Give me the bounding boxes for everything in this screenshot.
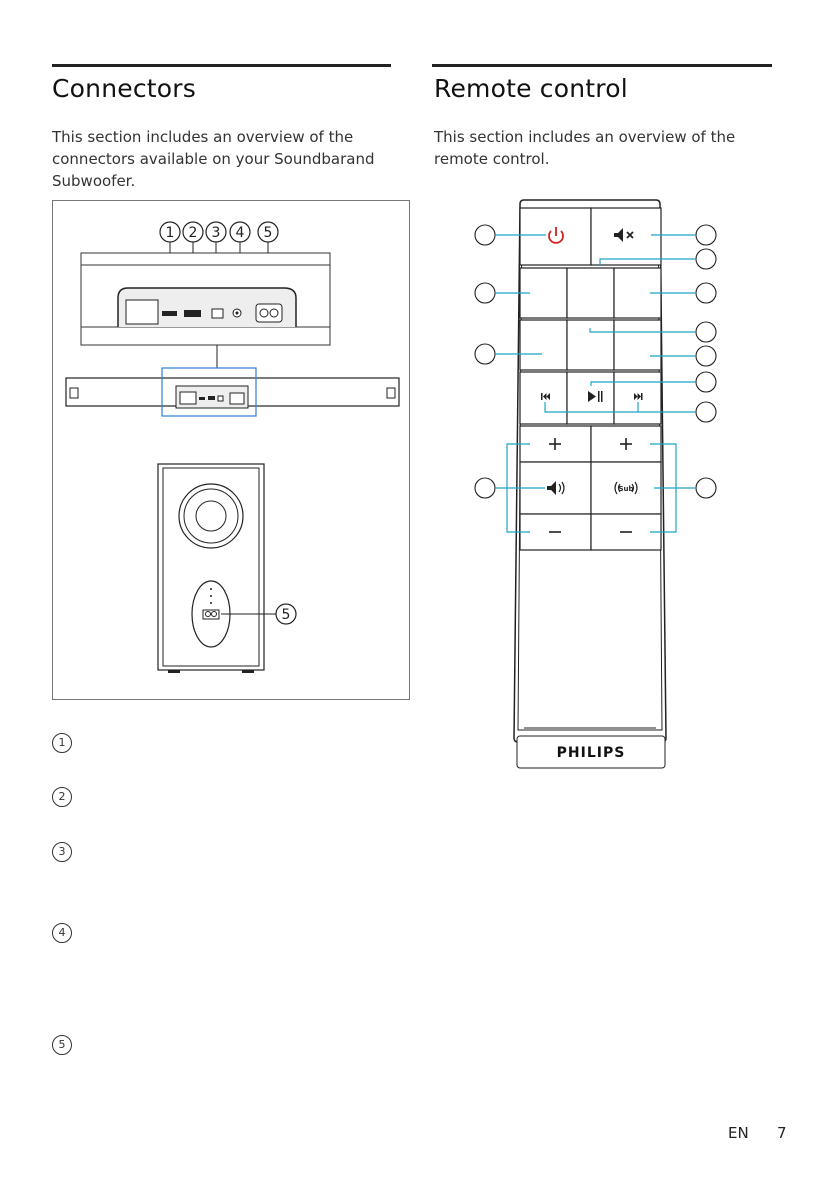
right-header-rule — [432, 64, 772, 67]
footer-language: EN — [728, 1124, 749, 1142]
connectors-intro-line-1: This section includes an overview of the — [52, 128, 354, 146]
remote-callout-right-8 — [696, 478, 716, 498]
mode-button-3[interactable] — [614, 320, 661, 370]
remote-intro-line-2: remote control. — [434, 150, 550, 168]
list-number-3: 3 — [52, 842, 72, 862]
svg-text:3: 3 — [211, 225, 221, 241]
list-number-5: 5 — [52, 1035, 72, 1055]
remote-callout-right-2 — [696, 249, 716, 269]
remote-intro — [434, 126, 774, 170]
connectors-intro-line-2: connectors available on your Soundbarand — [52, 150, 375, 168]
remote-callout-right-6 — [696, 372, 716, 392]
left-header-rule — [52, 64, 391, 67]
svg-text:Sub: Sub — [618, 485, 634, 493]
footer-page-number: 7 — [777, 1124, 787, 1142]
mode-button-1[interactable] — [520, 320, 567, 370]
subwoofer-callout-5 — [276, 604, 296, 624]
remote-callout-right-3 — [696, 283, 716, 303]
remote-callout-right-7 — [696, 402, 716, 422]
svg-text:1: 1 — [165, 225, 175, 241]
subwoofer — [158, 464, 276, 673]
remote-brand-plate — [517, 736, 665, 768]
list-number-4: 4 — [52, 923, 72, 943]
connectors-intro-line-3: Subwoofer. — [52, 172, 136, 190]
list-number-1: 1 — [52, 733, 72, 753]
remote-intro-line-1: This section includes an overview of the — [434, 128, 736, 146]
svg-text:4: 4 — [235, 225, 245, 241]
remote-callout-right-1 — [696, 225, 716, 245]
remote-control-diagram — [460, 198, 730, 774]
mode-button-2[interactable] — [567, 320, 614, 370]
svg-text:5: 5 — [281, 607, 291, 623]
svg-text:2: 2 — [188, 225, 198, 241]
source-button-2[interactable] — [567, 268, 614, 318]
remote-callout-left-3 — [475, 344, 495, 364]
philips-logo: PHILIPS — [556, 745, 626, 761]
connectors-diagram — [52, 200, 411, 701]
remote-callout-right-4 — [696, 322, 716, 342]
connectors-intro — [52, 126, 392, 192]
remote-callout-left-2 — [475, 283, 495, 303]
remote-control-title: Remote control — [434, 74, 628, 103]
power-button[interactable] — [520, 208, 591, 265]
list-number-2: 2 — [52, 787, 72, 807]
remote-callout-right-5 — [696, 346, 716, 366]
connector-panel-zoom — [81, 253, 330, 345]
remote-callout-left-1 — [475, 225, 495, 245]
connectors-title: Connectors — [52, 74, 196, 103]
mute-button[interactable] — [591, 208, 661, 265]
previous-button[interactable] — [520, 372, 567, 424]
remote-callout-left-4 — [475, 478, 495, 498]
svg-text:5: 5 — [263, 225, 273, 241]
